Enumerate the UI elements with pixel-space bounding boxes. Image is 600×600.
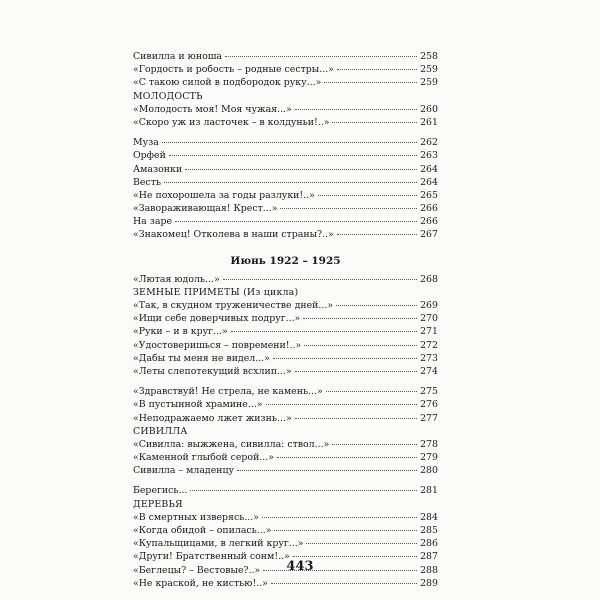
toc-entry-title: «Беглецы? – Вестовые?..» <box>133 564 261 576</box>
dot-leader <box>162 142 417 143</box>
toc-entry <box>133 577 438 590</box>
toc-group <box>133 273 438 286</box>
dot-leader <box>293 556 417 557</box>
toc-entry-page: 286 <box>420 538 438 550</box>
dot-leader <box>304 345 417 346</box>
toc-entry-page: 262 <box>420 137 438 149</box>
toc-entry-page: 268 <box>420 273 438 285</box>
toc-entry-title: «Гордость и робость – родные сестры...» <box>133 64 334 76</box>
toc-entry-title: «Знакомец! Отколева в наши страны?..» <box>133 229 334 241</box>
toc-group-zemnye-primety <box>133 299 438 378</box>
toc-entry <box>133 176 438 189</box>
toc-entry <box>133 412 438 425</box>
toc-entry-title: «Лютая юдоль...» <box>133 273 220 285</box>
toc-group-sivilla <box>133 438 438 478</box>
dot-leader <box>318 195 417 196</box>
toc-entry <box>133 116 438 129</box>
toc-entry-page: 279 <box>420 452 438 464</box>
toc-entry-title: «Удостоверишься – повремени!..» <box>133 339 302 351</box>
toc-entry-title: «Не похорошела за годы разлуки!..» <box>133 189 315 201</box>
dot-leader <box>190 490 417 491</box>
dot-leader <box>164 182 417 183</box>
toc-entry-title: «Так, в скудном труженичестве дней...» <box>133 300 334 311</box>
toc-entry-title: Берегись... <box>133 485 188 497</box>
toc-entry <box>133 149 438 162</box>
toc-entry-title: «Купальщицами, в легкий круг...» <box>133 538 304 550</box>
dot-leader <box>303 318 417 319</box>
toc-entry-page: 261 <box>420 116 438 128</box>
dot-leader <box>306 543 417 544</box>
toc-entry-title: На заре <box>133 216 172 228</box>
toc-entry-title: «Когда обидой – опилась...» <box>133 525 272 536</box>
toc-entry <box>133 365 438 378</box>
dot-leader <box>223 279 417 280</box>
toc-entry <box>133 63 438 76</box>
section-heading-sivilla: СИВИЛЛА <box>133 425 188 437</box>
dot-leader <box>295 371 417 372</box>
toc-entry-title: «Молодость моя! Моя чужая...» <box>133 103 292 115</box>
dot-leader <box>169 155 417 156</box>
chapter-heading: Июнь 1922 – 1925 <box>230 254 341 267</box>
toc-entry-title: «Не краской, не кистью!..» <box>133 577 268 589</box>
dot-leader <box>231 331 417 332</box>
toc-entry-title: «Неподражаемо лжет жизнь...» <box>133 412 292 424</box>
toc-entry-title: «Леты слепотекущий всхлип...» <box>133 365 292 377</box>
toc-entry-page: 259 <box>420 64 438 76</box>
dot-leader <box>274 530 417 531</box>
toc-entry-page: 264 <box>420 163 438 175</box>
toc-entry-page: 269 <box>420 300 438 311</box>
toc-entry <box>133 398 438 411</box>
toc-entry-title: Весть <box>133 176 161 188</box>
toc-entry-page: 274 <box>420 365 438 377</box>
toc-group-derevya <box>133 511 438 590</box>
toc-entry <box>133 325 438 338</box>
section-heading-molodost: МОЛОДОСТЬ <box>133 90 203 102</box>
dot-leader <box>175 221 417 222</box>
toc-entry-title: Сивилла – младенцу <box>133 465 235 477</box>
toc-entry-page: 278 <box>420 438 438 450</box>
toc-entry <box>133 385 438 398</box>
table-of-contents <box>133 50 438 590</box>
toc-entry-page: 273 <box>420 352 438 364</box>
toc-entry-page: 260 <box>420 103 438 115</box>
toc-entry-page: 266 <box>420 216 438 228</box>
dot-leader <box>337 234 417 235</box>
toc-entry <box>133 202 438 215</box>
toc-entry <box>133 352 438 365</box>
toc-entry-page: 264 <box>420 176 438 188</box>
toc-group <box>133 50 438 90</box>
toc-entry-title: «В пустынной храмине...» <box>133 399 263 411</box>
toc-entry <box>133 511 438 524</box>
section-heading-derevya: ДЕРЕВЬЯ <box>133 498 183 510</box>
toc-entry <box>133 189 438 202</box>
toc-entry <box>133 484 438 497</box>
toc-entry-page: 267 <box>420 229 438 241</box>
dot-leader <box>225 56 417 57</box>
dot-leader <box>273 358 417 359</box>
toc-entry <box>133 76 438 89</box>
toc-entry-page: 259 <box>420 77 438 89</box>
toc-entry-page: 280 <box>420 465 438 477</box>
dot-leader <box>266 404 418 405</box>
toc-entry-page: 275 <box>420 386 438 398</box>
toc-entry-title: «Скоро уж из ласточек – в колдуньи!..» <box>133 116 330 128</box>
toc-entry <box>133 339 438 352</box>
toc-entry-title: «Каменной глыбой серой...» <box>133 452 275 464</box>
dot-leader <box>326 391 417 392</box>
toc-entry <box>133 537 438 550</box>
toc-entry <box>133 103 438 116</box>
toc-entry-title: «С такою силой в подбородок руку...» <box>133 77 322 89</box>
dot-leader <box>277 457 417 458</box>
toc-entry <box>133 438 438 451</box>
toc-entry <box>133 524 438 537</box>
toc-entry <box>133 312 438 325</box>
dot-leader <box>295 418 417 419</box>
toc-entry-page: 272 <box>420 339 438 351</box>
toc-entry-page: 284 <box>420 511 438 523</box>
toc-entry-page: 266 <box>420 203 438 215</box>
toc-entry-page: 270 <box>420 313 438 325</box>
toc-entry <box>133 215 438 228</box>
toc-entry-page: 258 <box>420 51 438 62</box>
section-heading-zemnye-primety: ЗЕМНЫЕ ПРИМЕТЫ (Из цикла) <box>133 286 299 298</box>
toc-entry-page: 288 <box>420 564 438 576</box>
toc-entry-page: 277 <box>420 412 438 424</box>
toc-entry-page: 265 <box>420 189 438 201</box>
toc-group-molodost <box>133 103 438 129</box>
toc-entry-title: «Други! Братственный сонм!..» <box>133 551 290 563</box>
toc-entry-page: 271 <box>420 326 438 338</box>
dot-leader <box>295 109 417 110</box>
toc-entry-page: 289 <box>420 577 438 589</box>
toc-entry-page: 263 <box>420 150 438 162</box>
toc-group <box>133 385 438 425</box>
toc-entry <box>133 136 438 149</box>
toc-entry-title: «Ищи себе доверчивых подруг...» <box>133 313 301 325</box>
dot-leader <box>271 583 417 584</box>
toc-entry-title: «Руки – и в круг...» <box>133 326 228 338</box>
toc-entry-title: Орфей <box>133 150 166 162</box>
toc-entry <box>133 163 438 176</box>
toc-entry-title: «Завораживающая! Крест...» <box>133 203 278 215</box>
dot-leader <box>324 82 417 83</box>
dot-leader <box>337 69 417 70</box>
toc-entry-page: 287 <box>420 551 438 563</box>
toc-entry <box>133 464 438 477</box>
toc-group <box>133 136 438 242</box>
dot-leader <box>280 208 417 209</box>
dot-leader <box>332 122 417 123</box>
toc-entry-title: «Сивилла: выжжена, сивилла: ствол...» <box>133 438 330 450</box>
toc-entry <box>133 50 438 63</box>
dot-leader <box>237 470 417 471</box>
toc-entry-title: «В смертных изверясь...» <box>133 511 259 523</box>
page-number: 443 <box>286 559 314 574</box>
toc-entry-title: Амазонки <box>133 163 183 175</box>
toc-entry <box>133 273 438 286</box>
dot-leader <box>332 444 417 445</box>
dot-leader <box>336 305 417 306</box>
toc-entry-page: 281 <box>420 485 438 497</box>
toc-group <box>133 484 438 497</box>
toc-entry-page: 276 <box>420 399 438 411</box>
toc-entry <box>133 228 438 241</box>
toc-entry <box>133 299 438 312</box>
toc-entry-title: «Дабы ты меня не видел...» <box>133 352 270 364</box>
toc-entry-title: «Здравствуй! Не стрела, не камень...» <box>133 386 323 398</box>
dot-leader <box>262 517 417 518</box>
toc-entry-page: 285 <box>420 525 438 536</box>
toc-entry-title: Муза <box>133 137 159 149</box>
dot-leader <box>185 169 417 170</box>
toc-entry-title: Сивилла и юноша <box>133 51 223 62</box>
toc-entry <box>133 451 438 464</box>
